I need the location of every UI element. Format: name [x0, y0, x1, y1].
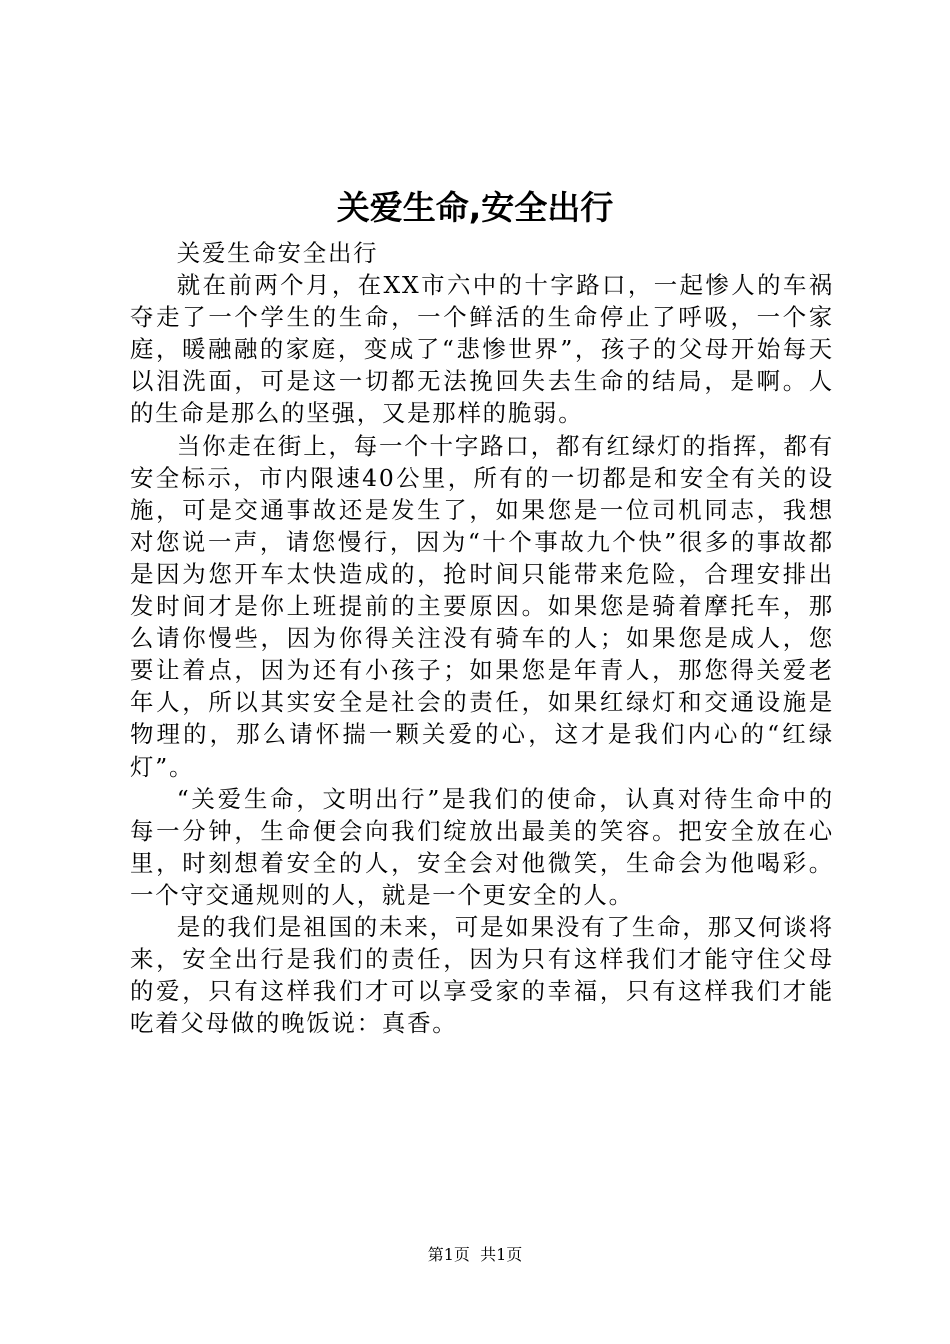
- document-title: 关爱生命,安全出行: [336, 188, 614, 227]
- paragraph: 是的我们是祖国的未来，可是如果没有了生命，那又何谈将来，安全出行是我们的责任，因为只有这样我们才能守住父母的爱，只有这样我们才可以享受家的幸福，只有这样我们才能吃着父母做的晚饭说：真香。: [130, 912, 834, 1038]
- page-number-total: 共1页: [480, 1245, 523, 1264]
- paragraph: 就在前两个月，在XX市六中的十字路口，一起惨人的车祸夺走了一个学生的生命，一个鲜活的生命停止了呼吸，一个家庭，暖融融的家庭，变成了“悲惨世界”，孩子的父母开始每天以泪洗面，可是这一切都无法挽回失去生命的结局，是啊。人的生命是那么的坚强，又是那样的脆弱。: [130, 271, 834, 428]
- paragraph: “关爱生命，文明出行”是我们的使命，认真对待生命中的每一分钟，生命便会向我们绽放出最美的笑容。把安全放在心里，时刻想着安全的人，安全会对他微笑，生命会为他喝彩。一个守交通规则的人，就是一个更安全的人。: [130, 784, 834, 909]
- page-footer: [0, 1244, 950, 1266]
- document-body: [130, 237, 834, 1039]
- page-number-current: 第1页: [427, 1245, 470, 1264]
- paragraph: 当你走在街上，每一个十字路口，都有红绿灯的指挥，都有安全标示，市内限速40公里，所有的一切都是和安全有关的设施，可是交通事故还是发生了，如果您是一位司机同志，我想对您说一声，请您慢行，因为“十个事故九个快”很多的事故都是因为您开车太快造成的，抢时间只能带来危险，合理安排出发时间才是你上班提前的主要原因。如果您是骑着摩托车，那么请你慢些，因为你得关注没有骑车的人；如果您是成人，您要让着点，因为还有小孩子；如果您是年青人，那您得关爱老年人，所以其实安全是社会的责任，如果红绿灯和交通设施是物理的，那么请怀揣一颗关爱的心，这才是我们内心的“红绿灯”。: [130, 431, 834, 781]
- paragraph-subtitle: 关爱生命安全出行: [176, 239, 379, 267]
- footer-separator: [470, 1245, 480, 1264]
